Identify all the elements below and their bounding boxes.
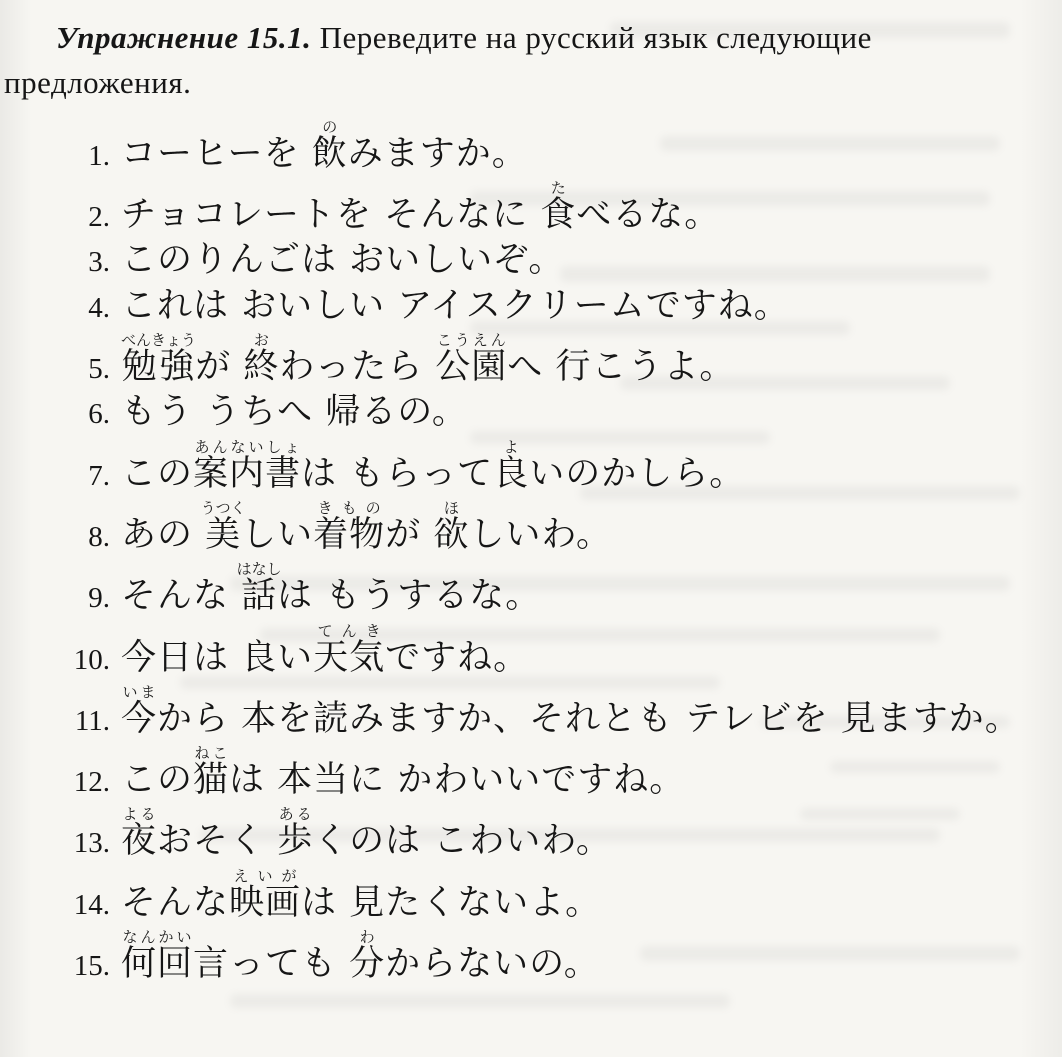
list-item (50, 622, 1062, 679)
kanji-with-furigana: 勉強べんきょう (121, 331, 197, 388)
item-sentence: 今日は 良い天気てんきですね。 (121, 621, 530, 678)
item-sentence: 勉強べんきょうが 終おわったら 公園こうえんへ 行こうよ。 (121, 331, 736, 388)
sentence-list (0, 118, 1062, 985)
list-item (50, 744, 1062, 801)
item-sentence: そんな 話はなしは もうするな。 (121, 560, 542, 617)
item-number: 10. (73, 643, 110, 676)
item-number: 7. (88, 459, 110, 492)
list-item (50, 867, 1062, 924)
list-item (50, 683, 1062, 740)
furigana: ねこ (193, 744, 230, 763)
furigana: よる (121, 805, 158, 824)
kanji-with-furigana: 映画えいが (229, 866, 302, 923)
list-item (50, 438, 1062, 495)
item-number: 8. (88, 520, 110, 553)
item-number: 9. (88, 582, 110, 615)
list-item (50, 499, 1062, 556)
list-item (50, 928, 1062, 985)
item-number: 6. (88, 398, 110, 431)
furigana: うつく (200, 498, 246, 517)
kanji-with-furigana: 欲ほ (433, 498, 470, 555)
list-item (50, 392, 1062, 433)
kanji-with-furigana: 飲の (311, 117, 348, 174)
item-sentence: 夜よるおそく 歩あるくのは こわいわ。 (121, 805, 612, 862)
list-item (50, 286, 1062, 327)
list-item (50, 331, 1062, 388)
item-sentence: そんな映画えいがは 見たくないよ。 (121, 866, 602, 923)
list-item (50, 240, 1062, 281)
item-number: 5. (88, 353, 110, 386)
item-sentence: このりんごは おいしいぞ。 (121, 240, 565, 281)
item-number: 15. (73, 950, 110, 983)
furigana: べんきょう (121, 331, 197, 350)
item-number: 4. (88, 291, 110, 324)
list-item (50, 179, 1062, 236)
kanji-with-furigana: 今いま (121, 682, 158, 739)
furigana: ある (277, 805, 314, 824)
item-sentence: これは おいしい アイスクリームですね。 (121, 285, 790, 326)
kanji-with-furigana: 歩ある (277, 805, 314, 862)
item-number: 3. (88, 246, 110, 279)
item-number: 14. (73, 888, 110, 921)
furigana: た (540, 179, 577, 198)
item-number: 1. (88, 139, 110, 172)
item-number: 12. (73, 766, 110, 799)
item-sentence: コーヒーを 飲のみますか。 (121, 117, 528, 174)
kanji-with-furigana: 話はなし (236, 560, 282, 617)
list-item (50, 805, 1062, 862)
furigana: ほ (433, 498, 470, 517)
furigana: わ (349, 928, 386, 947)
exercise-header (4, 16, 1052, 106)
item-sentence: チョコレートを そんなに 食たべるな。 (121, 179, 721, 236)
item-sentence: もう うちへ 帰るの。 (121, 392, 468, 433)
kanji-with-furigana: 公園こうえん (435, 331, 508, 388)
item-sentence: この猫ねこは 本当に かわいいですね。 (121, 744, 686, 801)
exercise-label: Упражнение 15.1. (56, 20, 312, 55)
item-sentence: あの 美うつくしい着物きものが 欲ほしいわ。 (121, 498, 612, 555)
list-item (50, 560, 1062, 617)
item-number: 2. (88, 201, 110, 234)
textbook-page (0, 16, 1062, 985)
furigana: なんかい (121, 928, 194, 947)
kanji-with-furigana: 終お (243, 331, 280, 388)
kanji-with-furigana: 何回なんかい (121, 928, 194, 985)
list-item (50, 118, 1062, 175)
furigana: きもの (313, 498, 386, 517)
kanji-with-furigana: 着物きもの (313, 498, 386, 555)
item-sentence: 今いまから 本を読みますか、それとも テレビを 見ますか。 (121, 682, 1021, 739)
exercise-instruction-line2: предложения. (4, 64, 192, 100)
exercise-instruction-line1: Переведите на русский язык следующие (319, 20, 872, 55)
furigana: てんき (313, 621, 386, 640)
item-sentence: この案内書あんないしょは もらって良よいのかしら。 (121, 437, 746, 494)
furigana: はなし (236, 560, 282, 579)
kanji-with-furigana: 案内書あんないしょ (193, 437, 302, 494)
furigana: お (243, 331, 280, 350)
item-sentence: 何回なんかい言っても 分わからないの。 (121, 928, 600, 985)
kanji-with-furigana: 天気てんき (313, 621, 386, 678)
kanji-with-furigana: 食た (540, 179, 577, 236)
item-number: 13. (73, 827, 110, 860)
kanji-with-furigana: 良よ (493, 437, 530, 494)
kanji-with-furigana: 猫ねこ (193, 744, 230, 801)
kanji-with-furigana: 夜よる (121, 805, 158, 862)
kanji-with-furigana: 美うつく (200, 498, 246, 555)
item-number: 11. (74, 704, 110, 737)
kanji-with-furigana: 分わ (349, 928, 386, 985)
furigana: えいが (229, 866, 302, 885)
furigana: よ (493, 437, 530, 456)
furigana: いま (121, 682, 158, 701)
furigana: あんないしょ (193, 437, 302, 456)
furigana: こうえん (435, 331, 508, 350)
furigana: の (311, 117, 348, 136)
